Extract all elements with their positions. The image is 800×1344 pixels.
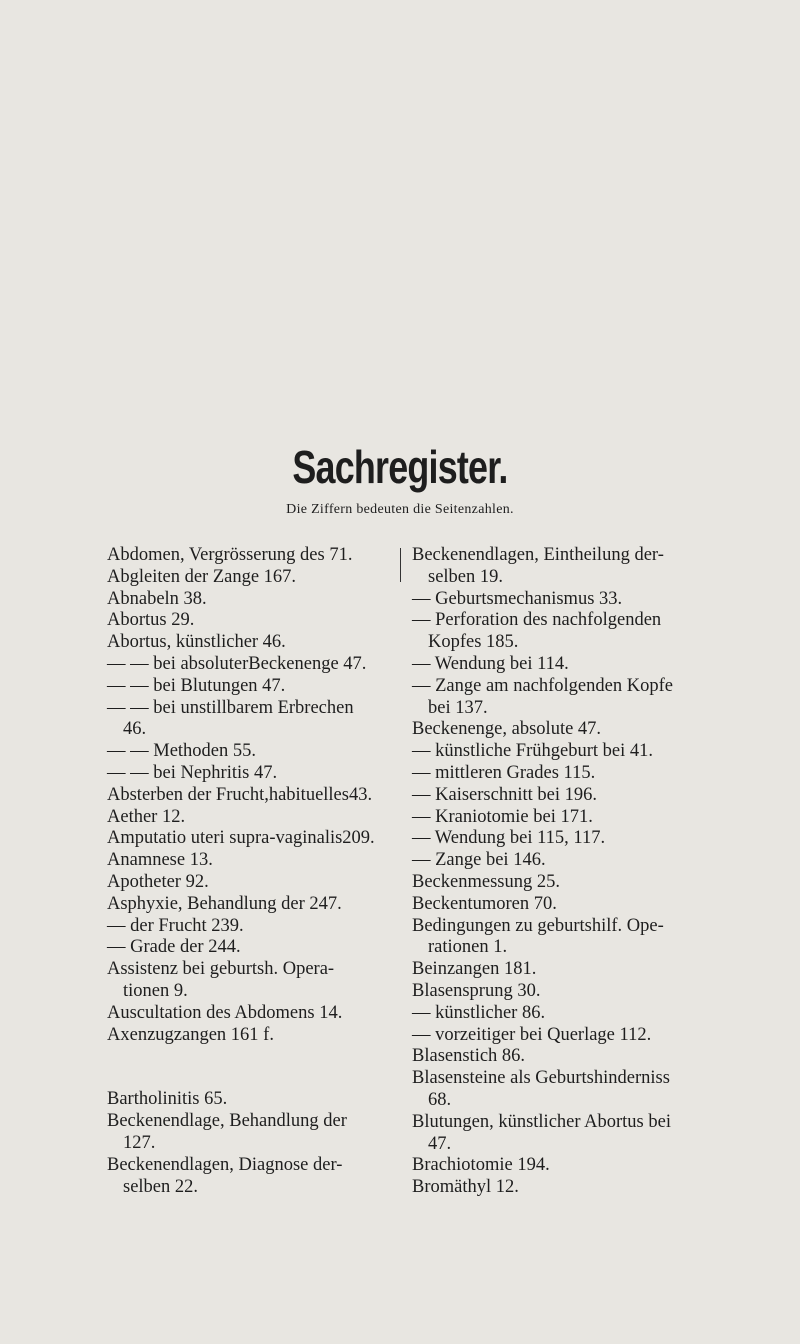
index-entry: 68. xyxy=(428,1089,452,1110)
page-title: Sachregister. xyxy=(292,441,508,493)
column-divider xyxy=(400,548,401,582)
index-entry: Blasensteine als Geburtshinderniss xyxy=(412,1068,670,1089)
index-entry: Assistenz bei geburtsh. Opera- xyxy=(107,959,335,980)
index-entry: — Wendung bei 114. xyxy=(412,653,569,674)
index-entry: Beckentumoren 70. xyxy=(412,893,557,914)
index-entry: selben 22. xyxy=(123,1176,199,1197)
index-entry: — Grade der 244. xyxy=(107,937,241,958)
index-entry: — — bei unstillbarem Erbrechen xyxy=(107,697,354,718)
index-entry: Abgleiten der Zange 167. xyxy=(107,566,297,587)
index-entry: Amputatio uteri supra-vaginalis209. xyxy=(107,828,375,849)
index-entry: bei 137. xyxy=(428,697,488,718)
section-gap xyxy=(107,1046,392,1089)
index-entry: Abortus, künstlicher 46. xyxy=(107,632,286,653)
index-entry: — vorzeitiger bei Querlage 112. xyxy=(412,1024,652,1045)
index-entry: — Wendung bei 115, 117. xyxy=(412,828,606,849)
index-entry: Bedingungen zu geburtshilf. Ope- xyxy=(412,915,664,936)
index-entry: Beckenenge, absolute 47. xyxy=(412,719,602,740)
index-entry: Asphyxie, Behandlung der 247. xyxy=(107,893,342,914)
index-entry: Brachiotomie 194. xyxy=(412,1155,550,1176)
index-entry: — mittleren Grades 115. xyxy=(412,762,596,783)
index-entry: — Kaiserschnitt bei 196. xyxy=(412,784,597,805)
index-column-left xyxy=(107,545,392,1198)
index-entry: 47. xyxy=(428,1133,452,1154)
index-entry: — Perforation des nachfolgenden xyxy=(412,610,662,631)
index-entry: selben 19. xyxy=(428,566,504,587)
index-entry: Beckenendlagen, Diagnose der- xyxy=(107,1154,343,1175)
index-entry: — Geburtsmechanismus 33. xyxy=(412,588,623,609)
index-entry: 46. xyxy=(123,719,147,740)
index-entry: Blutungen, künstlicher Abortus bei xyxy=(412,1111,671,1132)
index-entry: Axenzugzangen 161 f. xyxy=(107,1024,274,1045)
index-entry: Abnabeln 38. xyxy=(107,588,207,609)
index-entry: Beckenmessung 25. xyxy=(412,871,560,892)
index-entry: — der Frucht 239. xyxy=(107,915,244,936)
index-entry: 127. xyxy=(123,1132,156,1153)
index-entry: — Kraniotomie bei 171. xyxy=(412,806,593,827)
index-entry: — Zange am nachfolgenden Kopfe xyxy=(412,675,673,696)
index-entry: Bartholinitis 65. xyxy=(107,1089,228,1110)
index-entry: Abortus 29. xyxy=(107,610,195,631)
index-entry: Abdomen, Vergrösserung des 71. xyxy=(107,545,353,565)
index-entry: Auscultation des Abdomens 14. xyxy=(107,1002,343,1023)
index-entry: — künstlicher 86. xyxy=(412,1002,546,1023)
page-subtitle: Die Ziffern bedeuten die Seitenzahlen. xyxy=(286,502,514,517)
index-entry: rationen 1. xyxy=(428,937,508,958)
index-entry: Bromäthyl 12. xyxy=(412,1177,519,1198)
index-entry: — künstliche Frühgeburt bei 41. xyxy=(412,741,653,762)
index-entry: — — bei absoluterBeckenenge 47. xyxy=(107,653,367,674)
index-entry: — — Methoden 55. xyxy=(107,741,257,762)
index-entry: Apotheter 92. xyxy=(107,871,209,892)
index-column-right xyxy=(412,545,702,1199)
index-entry: Absterben der Frucht,habituelles43. xyxy=(107,784,373,805)
index-entry: — — bei Nephritis 47. xyxy=(107,762,278,783)
index-entry: Aether 12. xyxy=(107,806,186,827)
index-entry: Beckenendlage, Behandlung der xyxy=(107,1111,347,1132)
index-entry: Beinzangen 181. xyxy=(412,959,537,980)
index-entry: — Zange bei 146. xyxy=(412,850,546,871)
index-entry: tionen 9. xyxy=(123,980,188,1001)
index-entry: Kopfes 185. xyxy=(428,632,519,653)
index-entry: Blasenstich 86. xyxy=(412,1046,526,1067)
index-entry: Blasensprung 30. xyxy=(412,980,541,1001)
index-entry: — — bei Blutungen 47. xyxy=(107,675,286,696)
index-entry: Anamnese 13. xyxy=(107,850,213,871)
index-entry: Beckenendlagen, Eintheilung der- xyxy=(412,545,664,565)
